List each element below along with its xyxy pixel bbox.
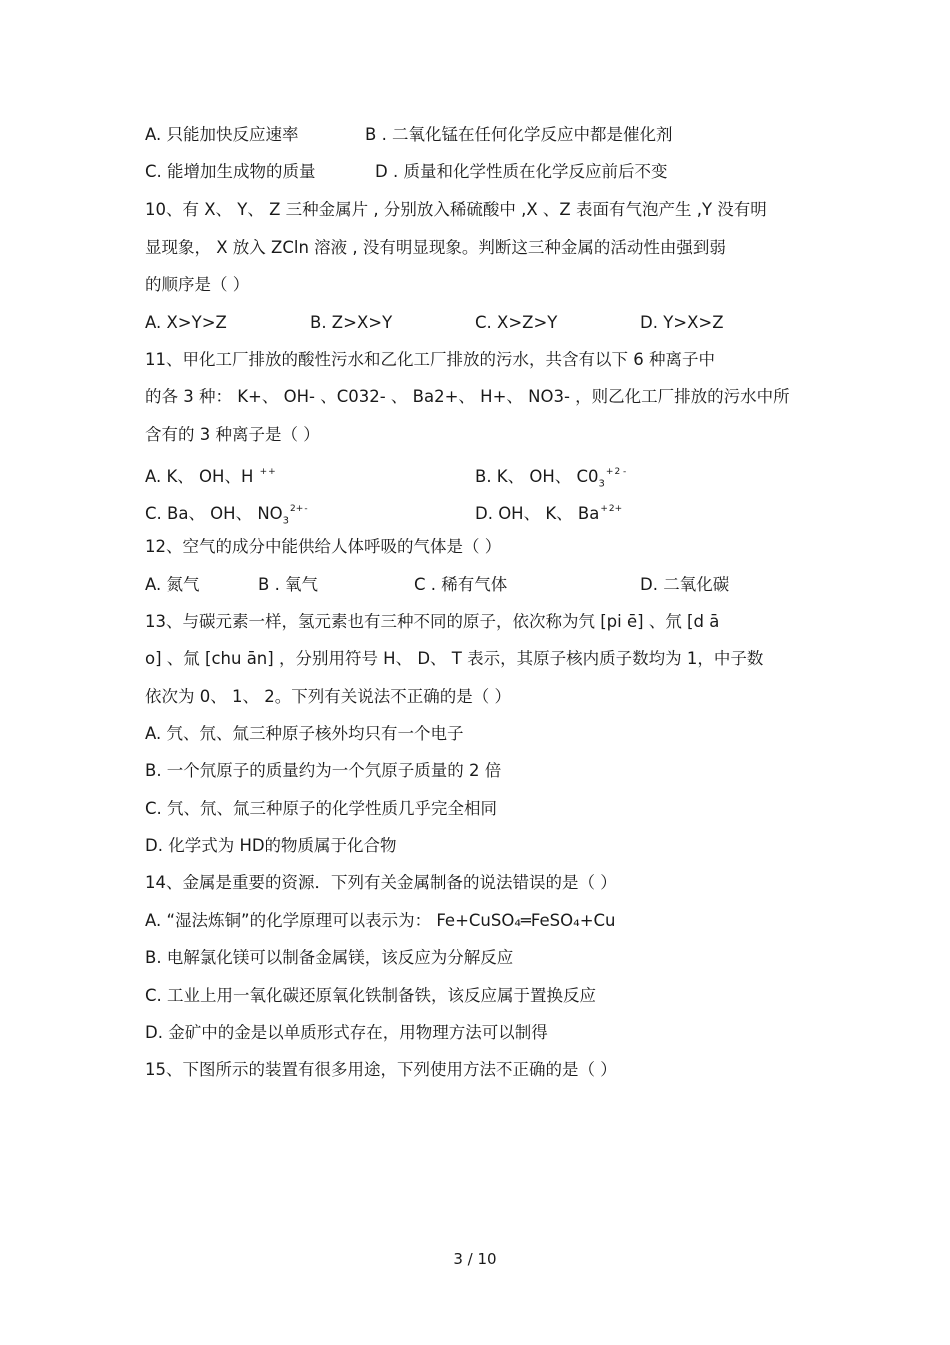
- q11-option-b: [475, 461, 626, 495]
- q11-option-a-text: A. K、 OH、H: [145, 467, 254, 486]
- q11-option-c-sup2: -: [304, 504, 308, 514]
- q11-stem-line3: 含有的 3 种离子是（ ）: [145, 425, 320, 444]
- q11-stem-line2: 的各 3 种： K+、 OH- 、C032- 、 Ba2+、 H+、 NO3- ，则乙化工厂排放的污水中所: [145, 387, 790, 406]
- q11-option-c-sub: 3: [282, 515, 290, 527]
- q11-option-c: [145, 498, 308, 532]
- q11-option-b-sub: 3: [598, 478, 605, 490]
- q14-option-b: B. 电解氯化镁可以制备金属镁，该反应为分解反应: [145, 948, 514, 967]
- q12-option-d: D. 二氧化碳: [640, 575, 730, 594]
- q11-option-a-sup2: +: [268, 467, 276, 477]
- q10-stem-line1: 10、有 X、 Y、 Z 三种金属片 , 分别放入稀硫酸中 ,X 、Z 表面有气泡产生 ,Y 没有明: [145, 200, 767, 219]
- q12-option-a: A. 氮气: [145, 575, 200, 594]
- q14-option-d: D. 金矿中的金是以单质形式存在，用物理方法可以制得: [145, 1023, 548, 1042]
- q11-option-a-sup1: +: [259, 467, 268, 477]
- q11-option-d-sup1: +: [600, 504, 608, 514]
- q10-option-d: D. Y>X>Z: [640, 313, 724, 332]
- q15-stem: 15、下图所示的装置有很多用途，下列使用方法不正确的是（ ）: [145, 1060, 617, 1079]
- q11-option-b-sup1: +: [605, 467, 614, 477]
- q9-option-a: A. 只能加快反应速率: [145, 125, 299, 144]
- q11-option-d-sup2: 2+: [608, 504, 623, 514]
- q12-option-c: C . 稀有气体: [414, 575, 508, 594]
- q13-stem-line1: 13、与碳元素一样，氢元素也有三种不同的原子，依次称为氕 [pi ē] 、氘 [d ā: [145, 612, 720, 631]
- q10-option-c: C. X>Z>Y: [475, 313, 558, 332]
- q9-option-d: D . 质量和化学性质在化学反应前后不变: [375, 162, 668, 181]
- q9-option-b: B . 二氧化锰在任何化学反应中都是催化剂: [365, 125, 673, 144]
- q13-option-a: A. 氕、氘、氚三种原子核外均只有一个电子: [145, 724, 464, 743]
- q11-option-d-text: D. OH、 K、 Ba: [475, 504, 600, 523]
- q9-option-c: C. 能增加生成物的质量: [145, 162, 316, 181]
- q11-option-b-sup2: 2 -: [614, 467, 627, 477]
- q14-option-c: C. 工业上用一氧化碳还原氧化铁制备铁，该反应属于置换反应: [145, 986, 597, 1005]
- q14-stem: 14、金属是重要的资源．下列有关金属制备的说法错误的是（ ）: [145, 873, 617, 892]
- q11-option-a: [145, 461, 276, 488]
- q11-option-b-text: B. K、 OH、 C0: [475, 467, 599, 486]
- q13-option-d: D. 化学式为 HD的物质属于化合物: [145, 836, 397, 855]
- q11-option-c-text: C. Ba、 OH、 NO: [145, 504, 283, 523]
- q13-stem-line2: o] 、氚 [chu ān] ，分别用符号 H、 D、 T 表示，其原子核内质子数均为 1，中子数: [145, 649, 764, 668]
- q13-option-c: C. 氕、氘、氚三种原子的化学性质几乎完全相同: [145, 799, 498, 818]
- q14-option-a: A. “湿法炼铜”的化学原理可以表示为： Fe+CuSO₄═FeSO₄+Cu: [145, 911, 616, 930]
- q13-stem-line3: 依次为 0、 1、 2。下列有关说法不正确的是（ ）: [145, 687, 511, 706]
- q10-option-a: A. X>Y>Z: [145, 313, 227, 332]
- q12-stem: 12、空气的成分中能供给人体呼吸的气体是（ ）: [145, 537, 502, 556]
- q10-stem-line3: 的顺序是（ ）: [145, 275, 250, 294]
- q13-option-b: B. 一个氘原子的质量约为一个氕原子质量的 2 倍: [145, 761, 502, 780]
- q10-option-b: B. Z>X>Y: [310, 313, 393, 332]
- q12-option-b: B . 氧气: [258, 575, 319, 594]
- q11-option-c-sup1: 2+: [290, 504, 304, 514]
- page-number: 3 / 10: [453, 1250, 497, 1268]
- q11-stem-line1: 11、甲化工厂排放的酸性污水和乙化工厂排放的污水，共含有以下 6 种离子中: [145, 350, 715, 369]
- q11-option-d: [475, 498, 622, 525]
- q10-stem-line2: 显现象， X 放入 ZCln 溶液 , 没有明显现象。判断这三种金属的活动性由强到弱: [145, 238, 726, 257]
